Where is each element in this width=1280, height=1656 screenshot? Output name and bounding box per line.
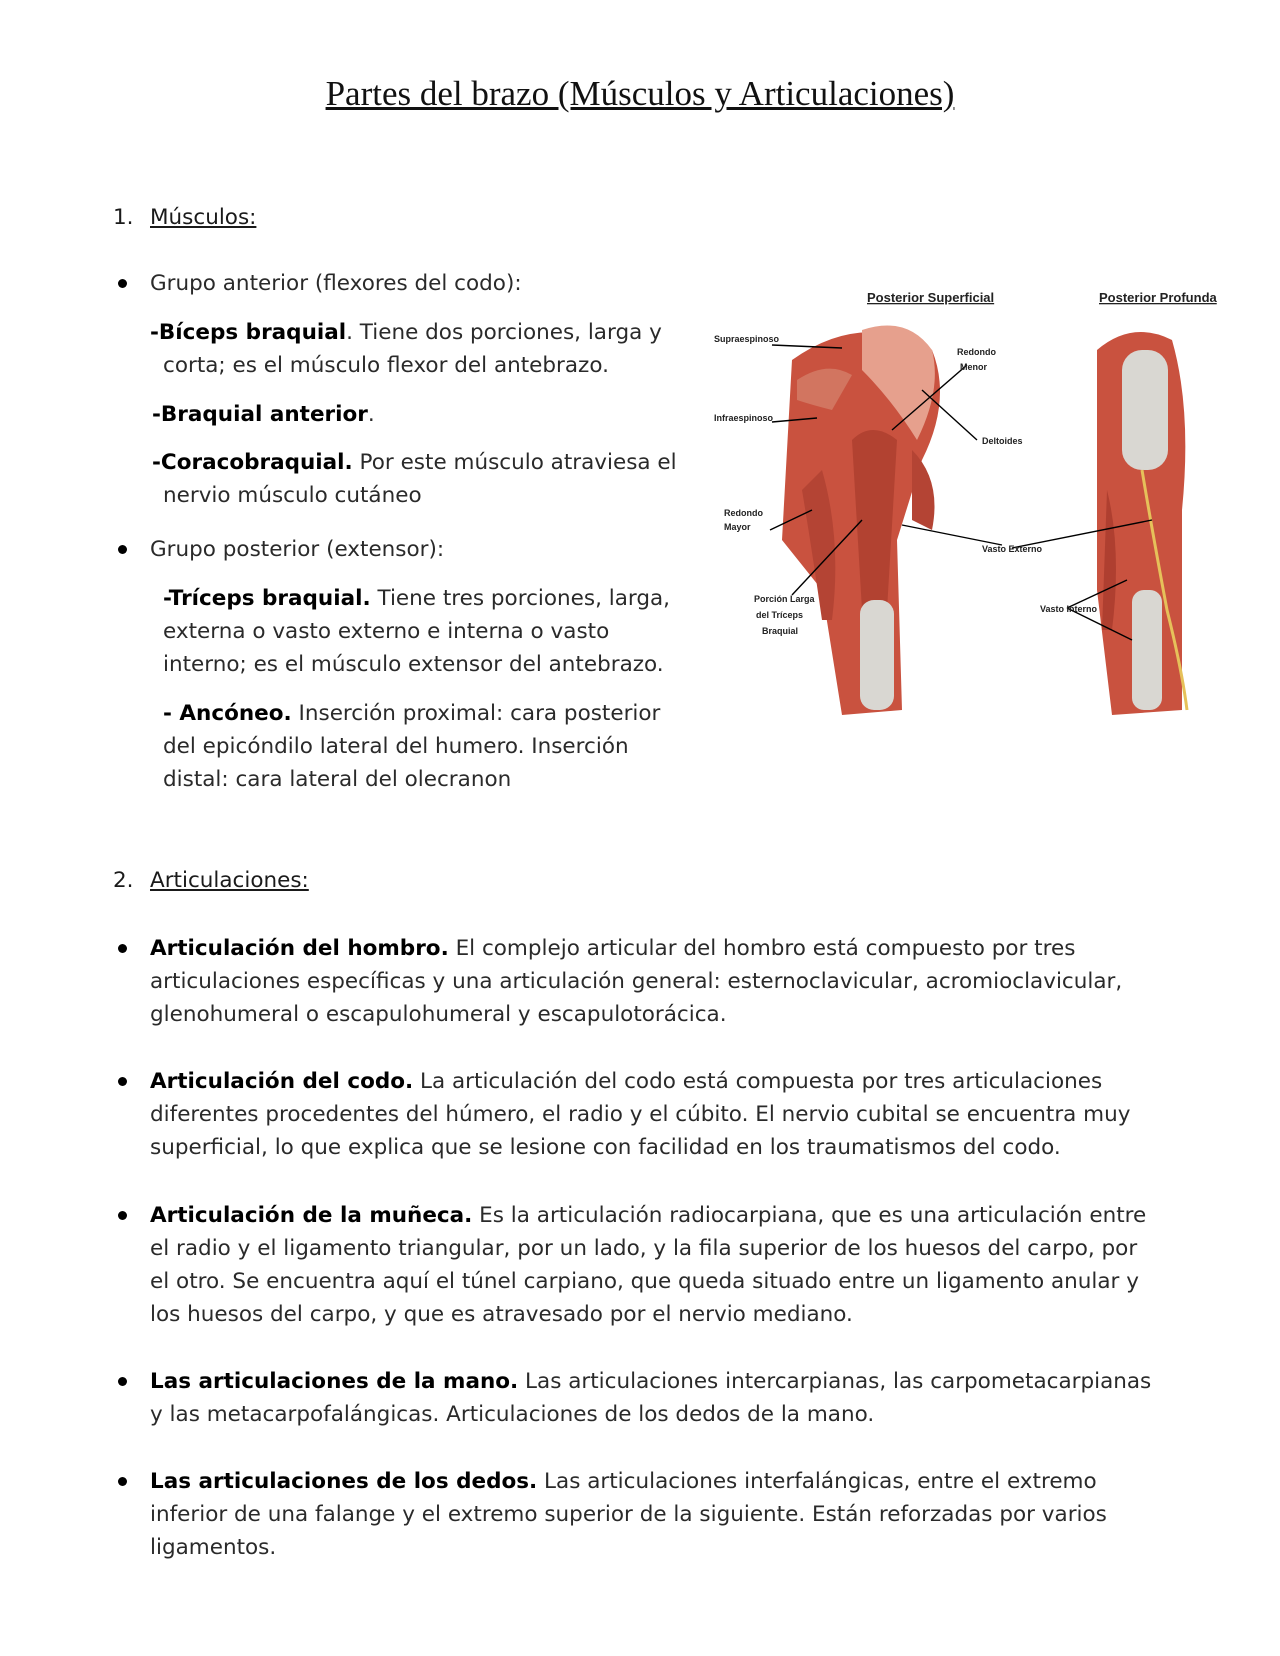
muscle-biceps — [150, 316, 703, 382]
posterior-group-heading: Grupo posterior (extensor): — [150, 537, 445, 562]
bullet-icon — [118, 279, 127, 288]
joint-text: Es la articulación radiocarpiana, que es una articulación entre el radio y el ligamento triangular, por un lado, y la fila superior de los huesos del carpo, por el otro. Se encuentra aquí el túnel carpiano, que queda situado entre un ligamento anular y los huesos del carpo, y que es atravesado por el nervio mediano. — [150, 1203, 1147, 1327]
bullet-icon — [118, 545, 127, 554]
figure-label: Redondo — [724, 508, 763, 518]
joint-wrist — [150, 1199, 1160, 1331]
muscle-name: -Coracobraquial. — [152, 450, 353, 475]
joint-name: Las articulaciones de la mano. — [150, 1369, 519, 1394]
joint-text: Las articulaciones intercarpianas, las carpometacarpianas y las metacarpofalángicas. Articulaciones de los dedos de la mano. — [150, 1369, 1152, 1427]
section-number: 2. — [113, 868, 134, 893]
figure-label: Porción Larga — [754, 594, 815, 604]
joint-hand — [150, 1365, 1160, 1431]
page-title: Partes del brazo (Músculos y Articulaciones) — [325, 74, 955, 113]
bullet-icon — [118, 1077, 127, 1086]
muscle-text: Inserción proximal: cara posterior del epicóndilo lateral del humero. Inserción distal: cara lateral del olecranon — [163, 701, 661, 792]
figure-label: del Tríceps — [756, 610, 804, 620]
joint-text: El complejo articular del hombro está compuesto por tres articulaciones específicas y una articulación general: esternoclavicular, acromioclavicular, glenohumeral o escapulohumeral y escapulotorácica. — [150, 936, 1123, 1027]
figure-label: Supraespinoso — [714, 334, 780, 344]
joint-fingers — [150, 1465, 1160, 1564]
muscle-name: -Bíceps braquial — [150, 320, 347, 345]
section-number: 1. — [113, 205, 134, 230]
anterior-group-heading: Grupo anterior (flexores del codo): — [150, 271, 522, 296]
bullet-icon — [118, 1211, 127, 1220]
section-label: Articulaciones: — [150, 868, 309, 893]
joint-text: La articulación del codo está compuesta por tres articulaciones diferentes procedentes del húmero, el radio y el cúbito. El nervio cubital se encuentra muy superficial, lo que explica que se lesione con facilidad en los traumatismos del codo. — [150, 1069, 1131, 1160]
muscle-name: - Ancóneo. — [163, 701, 292, 726]
joint-elbow — [150, 1065, 1160, 1164]
muscle-text: . — [367, 402, 375, 427]
figure-label: Redondo — [957, 347, 996, 357]
panel-title: Posterior Profunda — [1099, 290, 1217, 305]
figure-label: Mayor — [724, 522, 751, 532]
bullet-icon — [118, 1477, 127, 1486]
section-label: Músculos: — [150, 205, 257, 230]
section-joints — [113, 868, 309, 893]
figure-label: Vasto Externo — [982, 544, 1043, 554]
muscle-text: Por este músculo atraviesa el nervio músculo cutáneo — [163, 450, 677, 508]
figure-label: Braquial — [762, 626, 799, 636]
arm-anatomy-figure — [712, 290, 1252, 780]
joint-name: Articulación del hombro. — [150, 936, 449, 961]
joint-shoulder — [150, 932, 1160, 1031]
figure-label: Deltoides — [982, 436, 1023, 446]
bullet-icon — [118, 1377, 127, 1386]
joint-name: Articulación del codo. — [150, 1069, 414, 1094]
muscle-coracobraquial — [152, 446, 703, 512]
joint-name: Articulación de la muñeca. — [150, 1203, 473, 1228]
muscle-name: -Braquial anterior — [152, 402, 368, 427]
muscle-braquial-anterior — [152, 398, 375, 431]
muscle-triceps — [163, 582, 693, 681]
section-muscles — [113, 205, 256, 230]
joint-text: Las articulaciones interfalángicas, entre el extremo inferior de una falange y el extremo superior de la siguiente. Están reforzadas por varios ligamentos. — [150, 1469, 1107, 1560]
joint-name: Las articulaciones de los dedos. — [150, 1469, 538, 1494]
bullet-icon — [118, 944, 127, 953]
figure-label: Menor — [960, 362, 987, 372]
figure-label: Vasto Interno — [1040, 604, 1098, 614]
muscle-text: Tiene tres porciones, larga, externa o vasto externo e interna o vasto interno; es el músculo extensor del antebrazo. — [163, 586, 671, 677]
muscle-text: . Tiene dos porciones, larga y corta; es el músculo flexor del antebrazo. — [163, 320, 662, 378]
muscle-name: -Tríceps braquial. — [163, 586, 371, 611]
figure-label: Infraespinoso — [714, 413, 774, 423]
panel-title: Posterior Superficial — [867, 290, 995, 305]
muscle-anconeo — [163, 697, 693, 796]
